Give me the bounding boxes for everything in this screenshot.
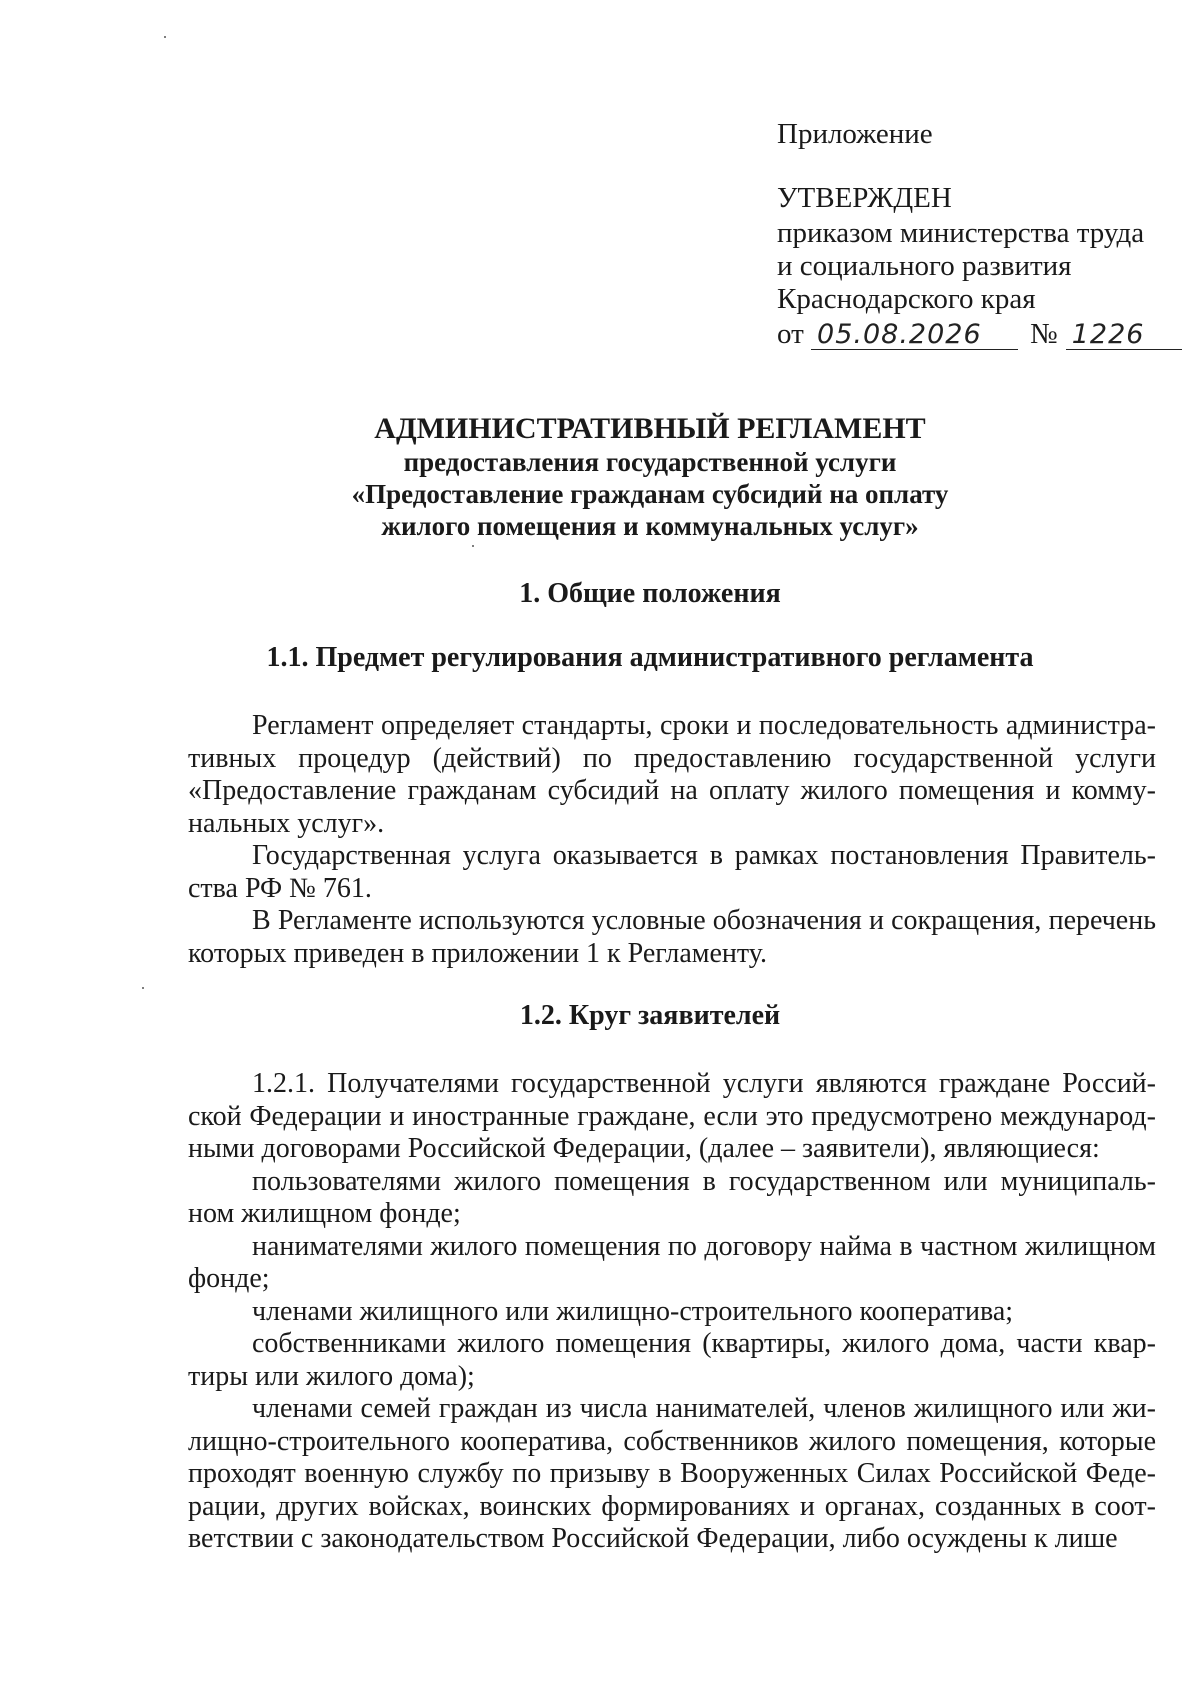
paragraph: пользователями жилого помещения в государственном или муниципальном жилищном фонде; (188, 1165, 1156, 1229)
date-number-line (777, 318, 1177, 351)
paragraph: собственниками жилого помещения (квартиры, жилого дома, части квартиры или жилого дома); (188, 1328, 1156, 1392)
title-main: АДМИНИСТРАТИВНЫЙ РЕГЛАМЕНТ (374, 412, 926, 445)
paragraph: Государственная услуга оказывается в рамках постановления Правительства РФ № 761. (188, 840, 1156, 904)
section-1-2-body (188, 1068, 1156, 1556)
appendix-label (777, 118, 1177, 151)
scan-speck (164, 36, 166, 38)
title-line-3: жилого помещения и коммунальных услуг» (381, 511, 919, 541)
approval-block (777, 182, 1177, 351)
handwritten-number: 1226 (1066, 321, 1182, 350)
paragraph: членами жилищного или жилищно-строительного кооператива; (252, 1295, 1014, 1327)
title-line-2: «Предоставление гражданам субсидий на оплату (351, 479, 949, 509)
date-prefix: от (777, 318, 804, 350)
paragraph: членами семей граждан из числа нанимателей, членов жилищного или жилищно-строительного кооператива, собственников жилого помещения, которые проходят военную службу по призыву в Вооруженных Силах Российской Федерации, других войсках, воинских формированиях и органах, созданных в соответствии с законодательством Российской Федерации, либо осуждены к лише (188, 1393, 1156, 1554)
scan-speck (142, 987, 144, 989)
approved-line-1: приказом министерства труда (777, 217, 1145, 249)
section-1-heading: 1. Общие положения (519, 578, 781, 609)
approved-line-2: и социального развития (777, 250, 1072, 282)
appendix-text: Приложение (777, 118, 933, 150)
handwritten-date: 05.08.2026 (811, 321, 1018, 350)
approved-line-3: Краснодарского края (777, 283, 1036, 315)
paragraph: В Регламенте используются условные обозначения и сокращения, перечень которых приведен в приложении 1 к Регламенту. (188, 905, 1156, 969)
section-1-1-heading: 1.1. Предмет регулирования административного регламента (266, 642, 1034, 673)
paragraph: 1.2.1. Получателями государственной услуги являются граждане Российской Федерации и иностранные граждане, если это предусмотрено международными договорами Российской Федерации, (далее – заявители), являющиеся: (188, 1068, 1156, 1164)
title-line-1: предоставления государственной услуги (403, 447, 897, 477)
scan-speck (472, 545, 474, 547)
number-prefix: № (1030, 318, 1058, 350)
paragraph: Регламент определяет стандарты, сроки и последовательность административных процедур (действий) по предоставлению государственной услуги «Предоставление гражданам субсидий на оплату жилого помещения и коммунальных услуг». (188, 710, 1156, 839)
paragraph: нанимателями жилого помещения по договору найма в частном жилищном фонде; (188, 1230, 1156, 1294)
section-1-1-body (188, 710, 1156, 970)
approved-label: УТВЕРЖДЕН (777, 182, 952, 214)
section-1-2-heading: 1.2. Круг заявителей (519, 1000, 781, 1031)
document-title (150, 412, 1150, 542)
